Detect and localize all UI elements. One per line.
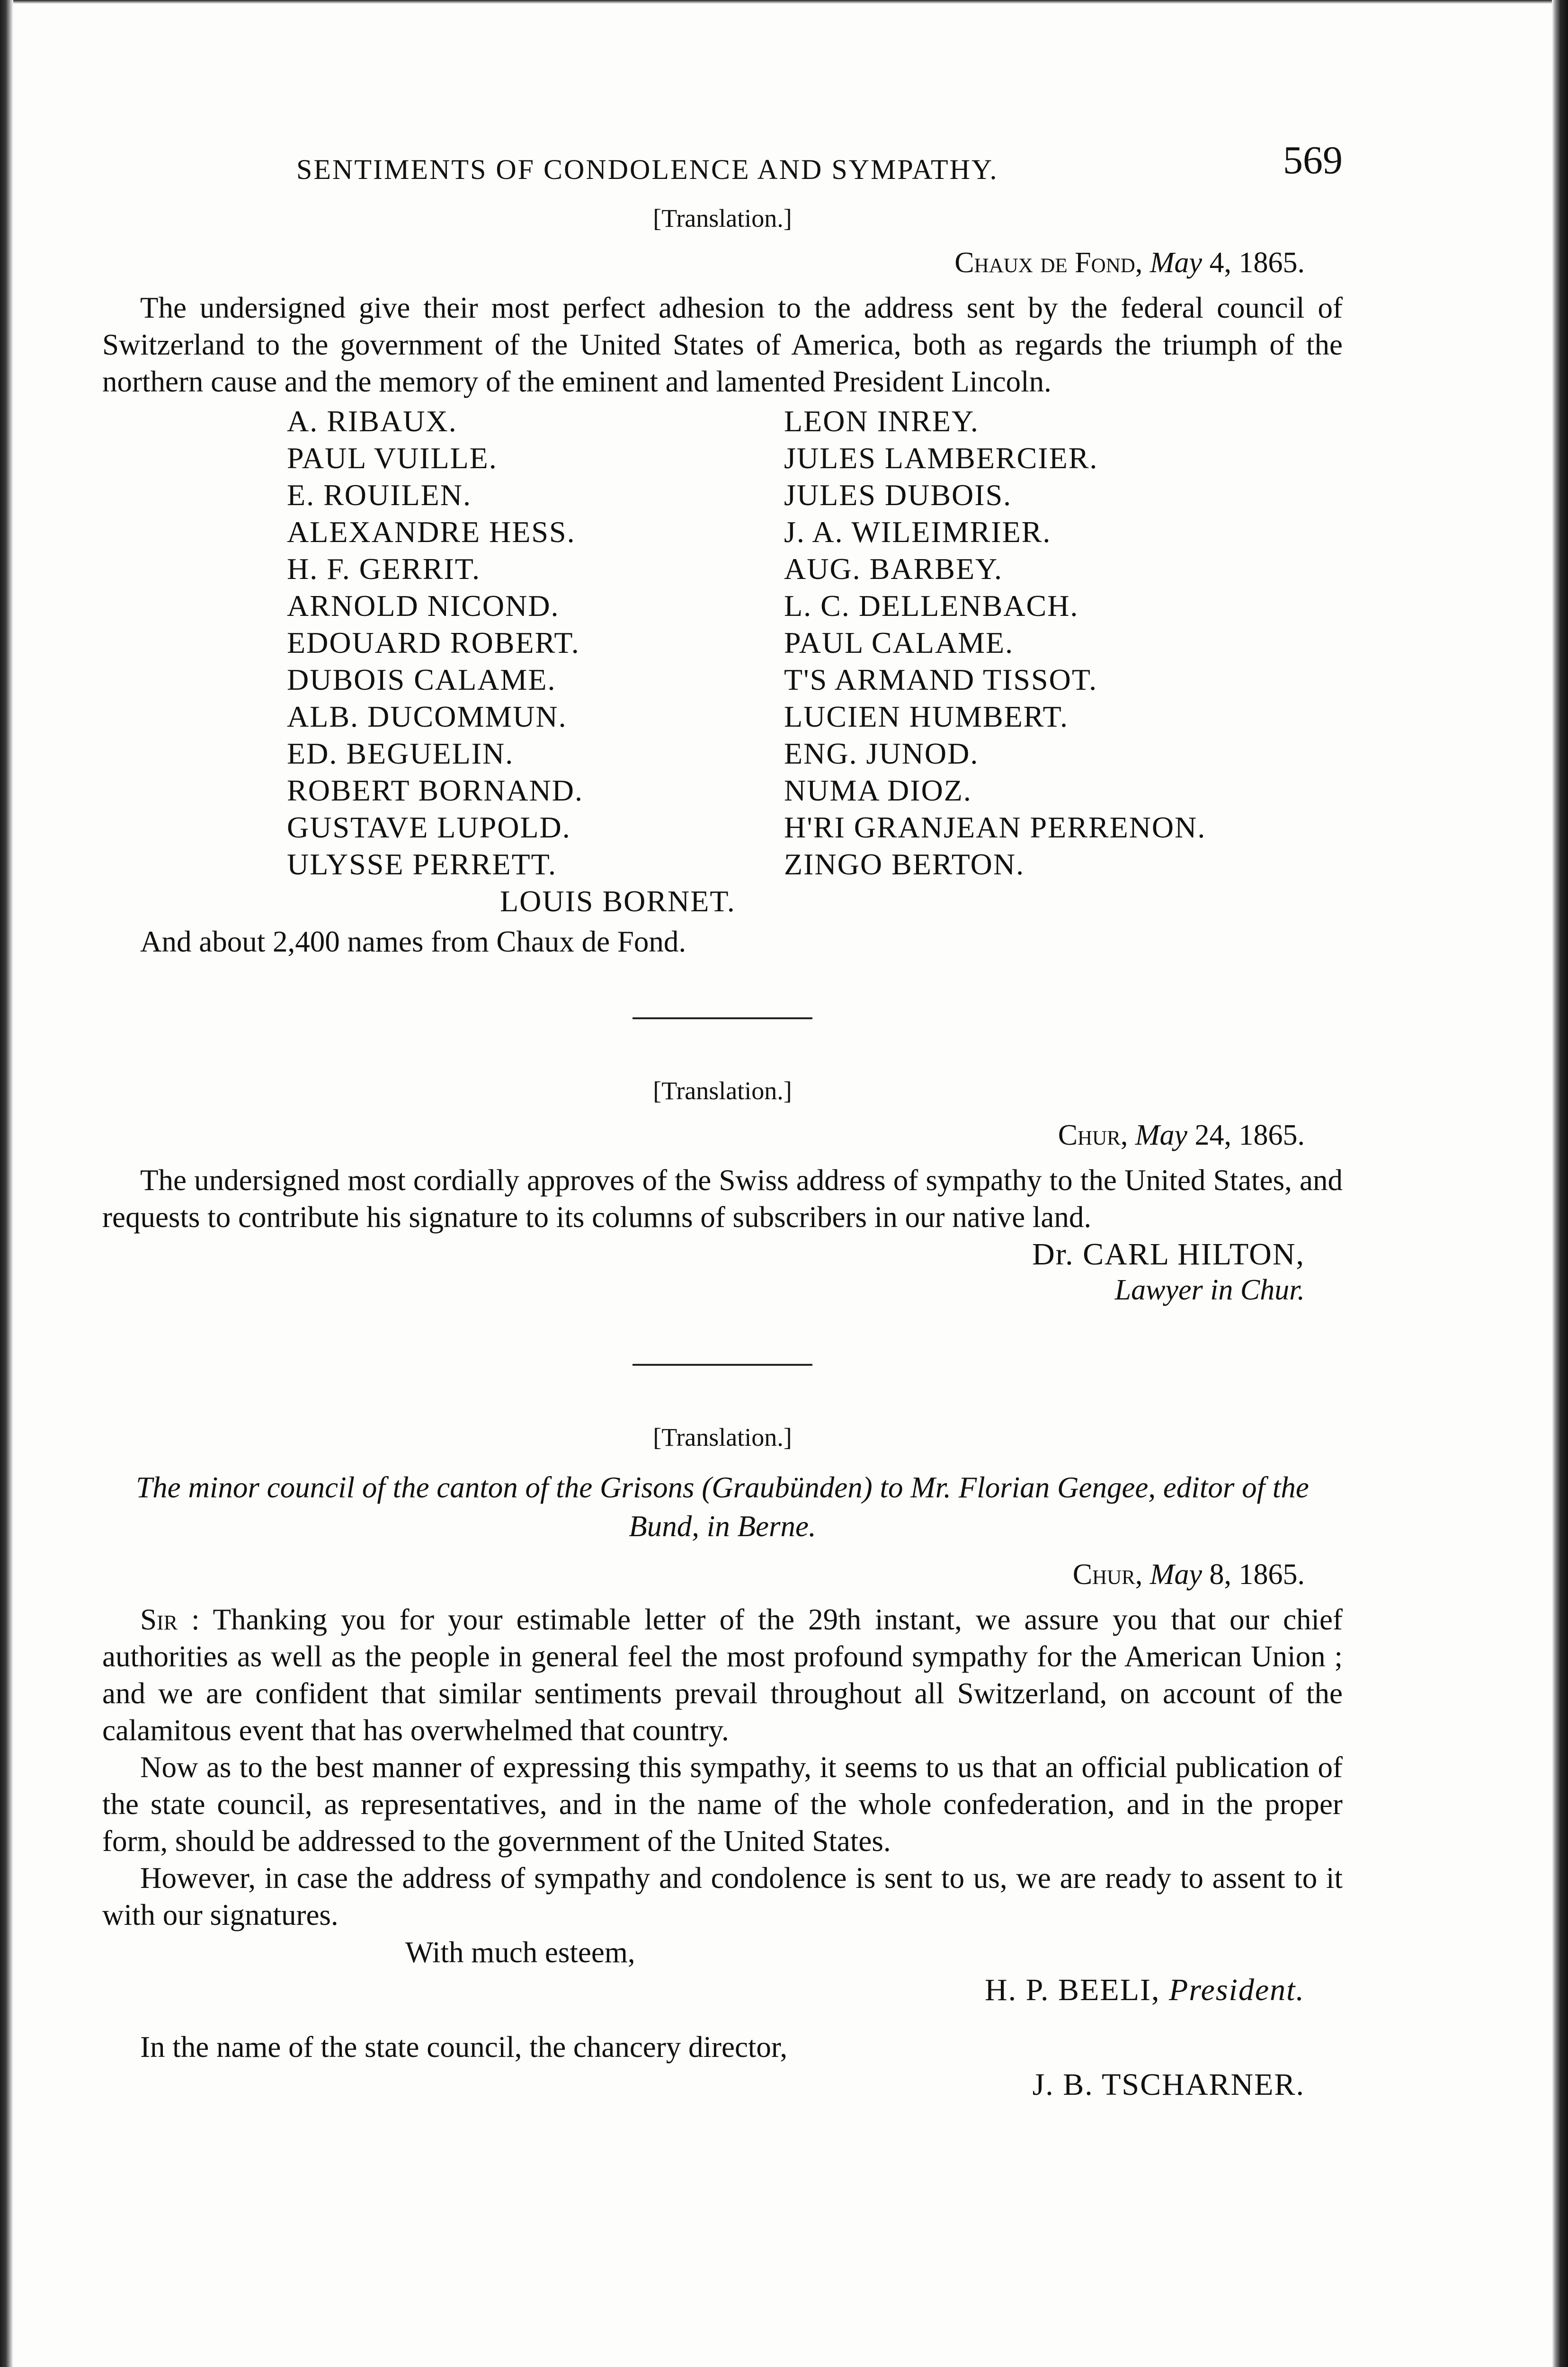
chancery-line: In the name of the state council, the chancery director, bbox=[140, 2030, 788, 2064]
dateline-month: May bbox=[1149, 1558, 1202, 1591]
president-signature bbox=[102, 1971, 1305, 2009]
signatory-name: PAUL CALAME. bbox=[784, 626, 1014, 659]
signatory-name: GUSTAVE LUPOLD. bbox=[287, 810, 571, 844]
dateline bbox=[102, 1558, 1305, 1592]
page-top-edge bbox=[0, 0, 1568, 4]
signatory-name: T'S ARMAND TISSOT. bbox=[784, 663, 1098, 696]
signatory-name: JULES LAMBERCIER. bbox=[784, 441, 1098, 475]
document-page bbox=[102, 137, 1343, 2104]
translation-label: [Translation.] bbox=[653, 1077, 792, 1105]
body-paragraph: The undersigned most cordially approves of the Swiss address of sympathy to the United States, and requests to contribute his signature to its columns of subscribers in our native land. bbox=[102, 1164, 1343, 1234]
dateline-place: Chur, bbox=[1072, 1558, 1143, 1591]
signatory-name: ULYSSE PERRETT. bbox=[287, 847, 557, 881]
section-divider bbox=[633, 1364, 812, 1366]
page-number: 569 bbox=[1283, 138, 1343, 182]
signatory-name: EDOUARD ROBERT. bbox=[287, 626, 580, 659]
signatory-name: J. A. WILEIMRIER. bbox=[784, 515, 1051, 549]
signatory-name: ALEXANDRE HESS. bbox=[287, 515, 576, 549]
section-grisons-council bbox=[102, 1423, 1343, 2104]
body-paragraph bbox=[102, 1601, 1343, 1749]
signatory-name: NUMA DIOZ. bbox=[784, 774, 972, 807]
president-name: H. P. BEELI, bbox=[985, 1973, 1160, 2007]
signer-role: Lawyer in Chur. bbox=[1114, 1274, 1305, 1306]
signatory-name: AUG. BARBEY. bbox=[784, 552, 1003, 586]
section-divider bbox=[633, 1017, 812, 1019]
dateline bbox=[102, 1119, 1305, 1152]
translation-label: [Translation.] bbox=[653, 1423, 792, 1451]
dateline-place: Chaux de Fond, bbox=[954, 247, 1143, 279]
page-right-edge bbox=[1552, 0, 1568, 2367]
signatory-name: ROBERT BORNAND. bbox=[287, 774, 583, 807]
signatory-name: H'RI GRANJEAN PERRENON. bbox=[784, 810, 1206, 844]
section-chur-hilton bbox=[102, 1076, 1343, 1307]
signatory-name: PAUL VUILLE. bbox=[287, 441, 498, 475]
signatory-name: LUCIEN HUMBERT. bbox=[784, 700, 1069, 733]
running-title: SENTIMENTS OF CONDOLENCE AND SYMPATHY. bbox=[296, 154, 998, 185]
signatory-name: ENG. JUNOD. bbox=[784, 737, 979, 770]
president-title: President. bbox=[1169, 1973, 1305, 2007]
dateline-place: Chur, bbox=[1058, 1119, 1128, 1151]
dateline-month: May bbox=[1135, 1119, 1187, 1151]
signatory-name: ALB. DUCOMMUN. bbox=[287, 700, 567, 733]
dateline-rest: 4, 1865. bbox=[1209, 247, 1305, 279]
signatory-name: ED. BEGUELIN. bbox=[287, 737, 514, 770]
signatory-name-last: LOUIS BORNET. bbox=[500, 884, 736, 918]
closing-phrase: With much esteem, bbox=[405, 1936, 635, 1969]
signatory-name: E. ROUILEN. bbox=[287, 478, 472, 512]
translation-label: [Translation.] bbox=[653, 204, 792, 232]
signatory-name: ARNOLD NICOND. bbox=[287, 589, 560, 623]
signatory-name: DUBOIS CALAME. bbox=[287, 663, 556, 696]
dateline-rest: 8, 1865. bbox=[1209, 1558, 1305, 1591]
signatory-name: ZINGO BERTON. bbox=[784, 847, 1025, 881]
signatory-name: A. RIBAUX. bbox=[287, 404, 457, 438]
signature-count-note: And about 2,400 names from Chaux de Fond. bbox=[140, 925, 686, 958]
salutation: Sir : bbox=[140, 1603, 200, 1636]
signatory-name: H. F. GERRIT. bbox=[287, 552, 481, 586]
signatory-name: JULES DUBOIS. bbox=[784, 478, 1012, 512]
page-left-edge bbox=[0, 0, 13, 2367]
letter-heading: The minor council of the canton of the Grisons (Graubünden) to Mr. Florian Gengee, editor of the Bund, in Berne. bbox=[136, 1471, 1309, 1543]
dateline-month: May bbox=[1149, 247, 1202, 279]
body-paragraph: The undersigned give their most perfect adhesion to the address sent by the federal council of Switzerland to the government of the United States of America, both as regards the triumph of the northern cause and the memory of the eminent and lamented President Lincoln. bbox=[102, 291, 1343, 398]
signatory-name: LEON INREY. bbox=[784, 404, 979, 438]
body-paragraph: However, in case the address of sympathy and condolence is sent to us, we are ready to assent to it with our signatures. bbox=[102, 1861, 1343, 1931]
signatory-name: L. C. DELLENBACH. bbox=[784, 589, 1079, 623]
dateline-rest: 24, 1865. bbox=[1194, 1119, 1305, 1151]
running-head bbox=[102, 137, 1343, 194]
signer-name: Dr. CARL HILTON, bbox=[1032, 1237, 1305, 1272]
names-column-right bbox=[784, 403, 1352, 883]
paragraph-text: Thanking you for your estimable letter of the 29th instant, we assure you that our chief authorities as well as the people in general feel the most profound sympathy for the American Union ; and we are confident that similar sentiments prevail throughout all Switzerland, on account of the calamitous event that has overwhelmed that country. bbox=[102, 1603, 1343, 1747]
signatory-names bbox=[102, 403, 1343, 883]
section-chaux-de-fond bbox=[102, 204, 1343, 961]
dateline bbox=[102, 246, 1305, 280]
body-paragraph: Now as to the best manner of expressing this sympathy, it seems to us that an official publication of the state council, as representatives, and in the name of the whole confederation, and in the proper form, should be addressed to the government of the United States. bbox=[102, 1751, 1343, 1858]
chancery-signer: J. B. TSCHARNER. bbox=[1032, 2067, 1305, 2102]
names-column-left bbox=[287, 403, 784, 883]
